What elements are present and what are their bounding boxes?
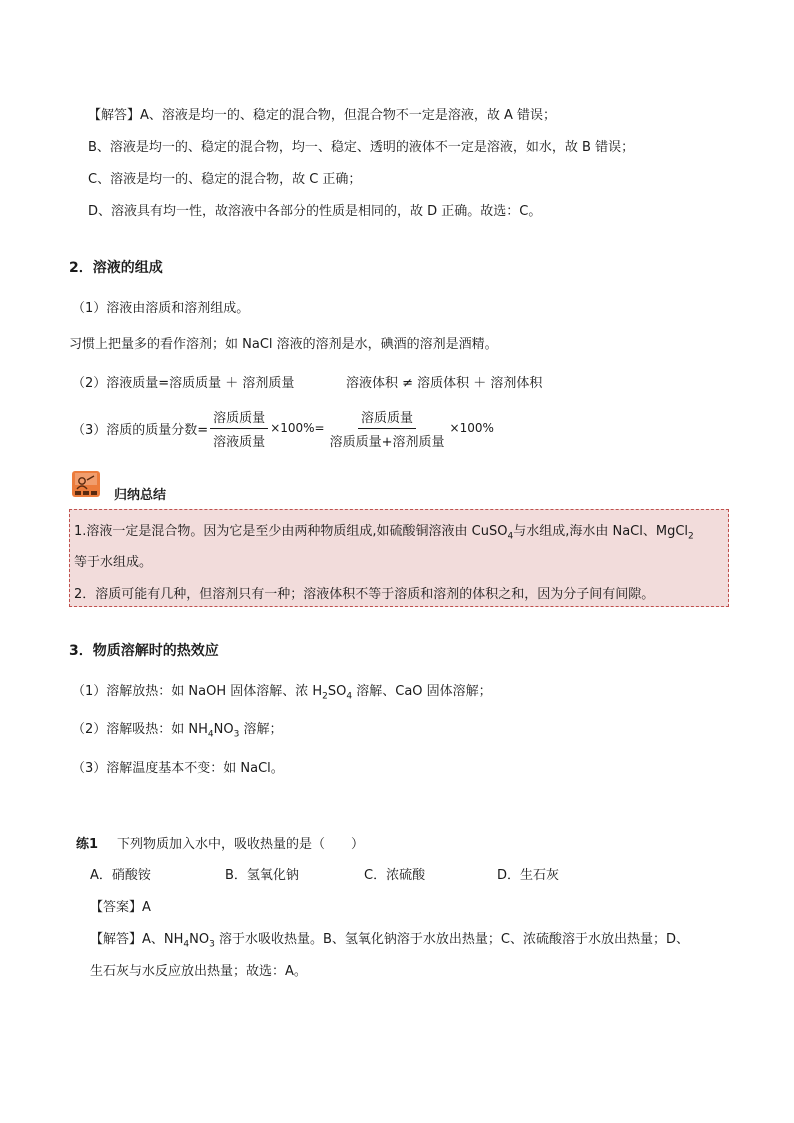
section-3-item-3: （3）溶解温度基本不变：如 NaCl。: [72, 761, 284, 776]
exercise-question: 下列物质加入水中，吸收热量的是（ ）: [117, 837, 365, 852]
section-3-item-1: （1）溶解放热：如 NaOH 固体溶解、浓 $H_2SO_4$ 溶解、CaO 固体溶解；: [72, 684, 492, 702]
option-a: A．硝酸铵: [90, 868, 151, 883]
section-2-item-1: （1）溶液由溶质和溶剂组成。: [72, 301, 250, 316]
option-b: B．氢氧化钠: [225, 868, 299, 883]
summary-box: [69, 509, 729, 607]
section-2-item-2-left: （2）溶液质量=溶质质量 ＋ 溶剂质量: [72, 376, 295, 391]
teacher-icon: [72, 471, 100, 497]
mass-fraction-formula: [72, 408, 494, 448]
fraction-2-denominator: 溶质质量+溶剂质量: [329, 434, 445, 450]
fraction-2: [327, 407, 448, 450]
section-2-note: 习惯上把量多的看作溶剂；如 NaCl 溶液的溶剂是水，碘酒的溶剂是酒精。: [69, 337, 498, 352]
answer-line-2: B、溶液是均一的、稳定的混合物，均一、稳定、透明的液体不一定是溶液，如水，故 B 错误；: [88, 140, 635, 155]
answer-line-1: 【解答】A、溶液是均一的、稳定的混合物，但混合物不一定是溶液，故 A 错误；: [88, 108, 557, 123]
formula-times-2: ×100%: [449, 421, 494, 435]
section-2-heading: 2．溶液的组成: [69, 260, 163, 276]
formula-prefix: （3）溶质的质量分数=: [72, 422, 209, 438]
exercise-explanation-line-2: 生石灰与水反应放出热量；故选：A。: [90, 964, 307, 979]
exercise-answer: 【答案】A: [90, 900, 151, 915]
section-3-item-2: （2）溶解吸热：如 $NH_4NO_3$ 溶解；: [72, 722, 283, 740]
fraction-1-numerator: 溶质质量: [210, 407, 268, 429]
answer-line-3: C、溶液是均一的、稳定的混合物，故 C 正确；: [88, 172, 362, 187]
summary-line-1: 1.溶液一定是混合物。因为它是至少由两种物质组成,如硫酸铜溶液由 CuSO$_4$与水组成,海水由 NaCl、MgCl$_2$: [74, 524, 694, 542]
answer-line-4: D、溶液具有均一性，故溶液中各部分的性质是相同的，故 D 正确。故选：C。: [88, 204, 542, 219]
summary-line-1-cont: 等于水组成。: [74, 555, 153, 570]
section-2-item-2-right: 溶液体积 ≠ 溶质体积 ＋ 溶剂体积: [346, 376, 543, 391]
summary-title: 归纳总结: [114, 488, 167, 503]
fraction-1-denominator: 溶液质量: [213, 434, 266, 450]
section-3-heading: 3．物质溶解时的热效应: [69, 643, 219, 659]
option-d: D．生石灰: [497, 868, 560, 883]
exercise-explanation-line-1: 【解答】A、$NH_4NO_3$ 溶于水吸收热量。B、氢氧化钠溶于水放出热量；C、浓硫酸溶于水放出热量；D、: [90, 932, 689, 950]
formula-times-1: ×100%=: [270, 421, 325, 435]
option-c: C．浓硫酸: [364, 868, 426, 883]
exercise-label: 练1: [76, 837, 99, 852]
fraction-1: [210, 407, 268, 450]
summary-line-2: 2．溶质可能有几种，但溶剂只有一种；溶液体积不等于溶质和溶剂的体积之和，因为分子间有间隙。: [74, 587, 655, 602]
fraction-2-numerator: 溶质质量: [358, 407, 416, 429]
